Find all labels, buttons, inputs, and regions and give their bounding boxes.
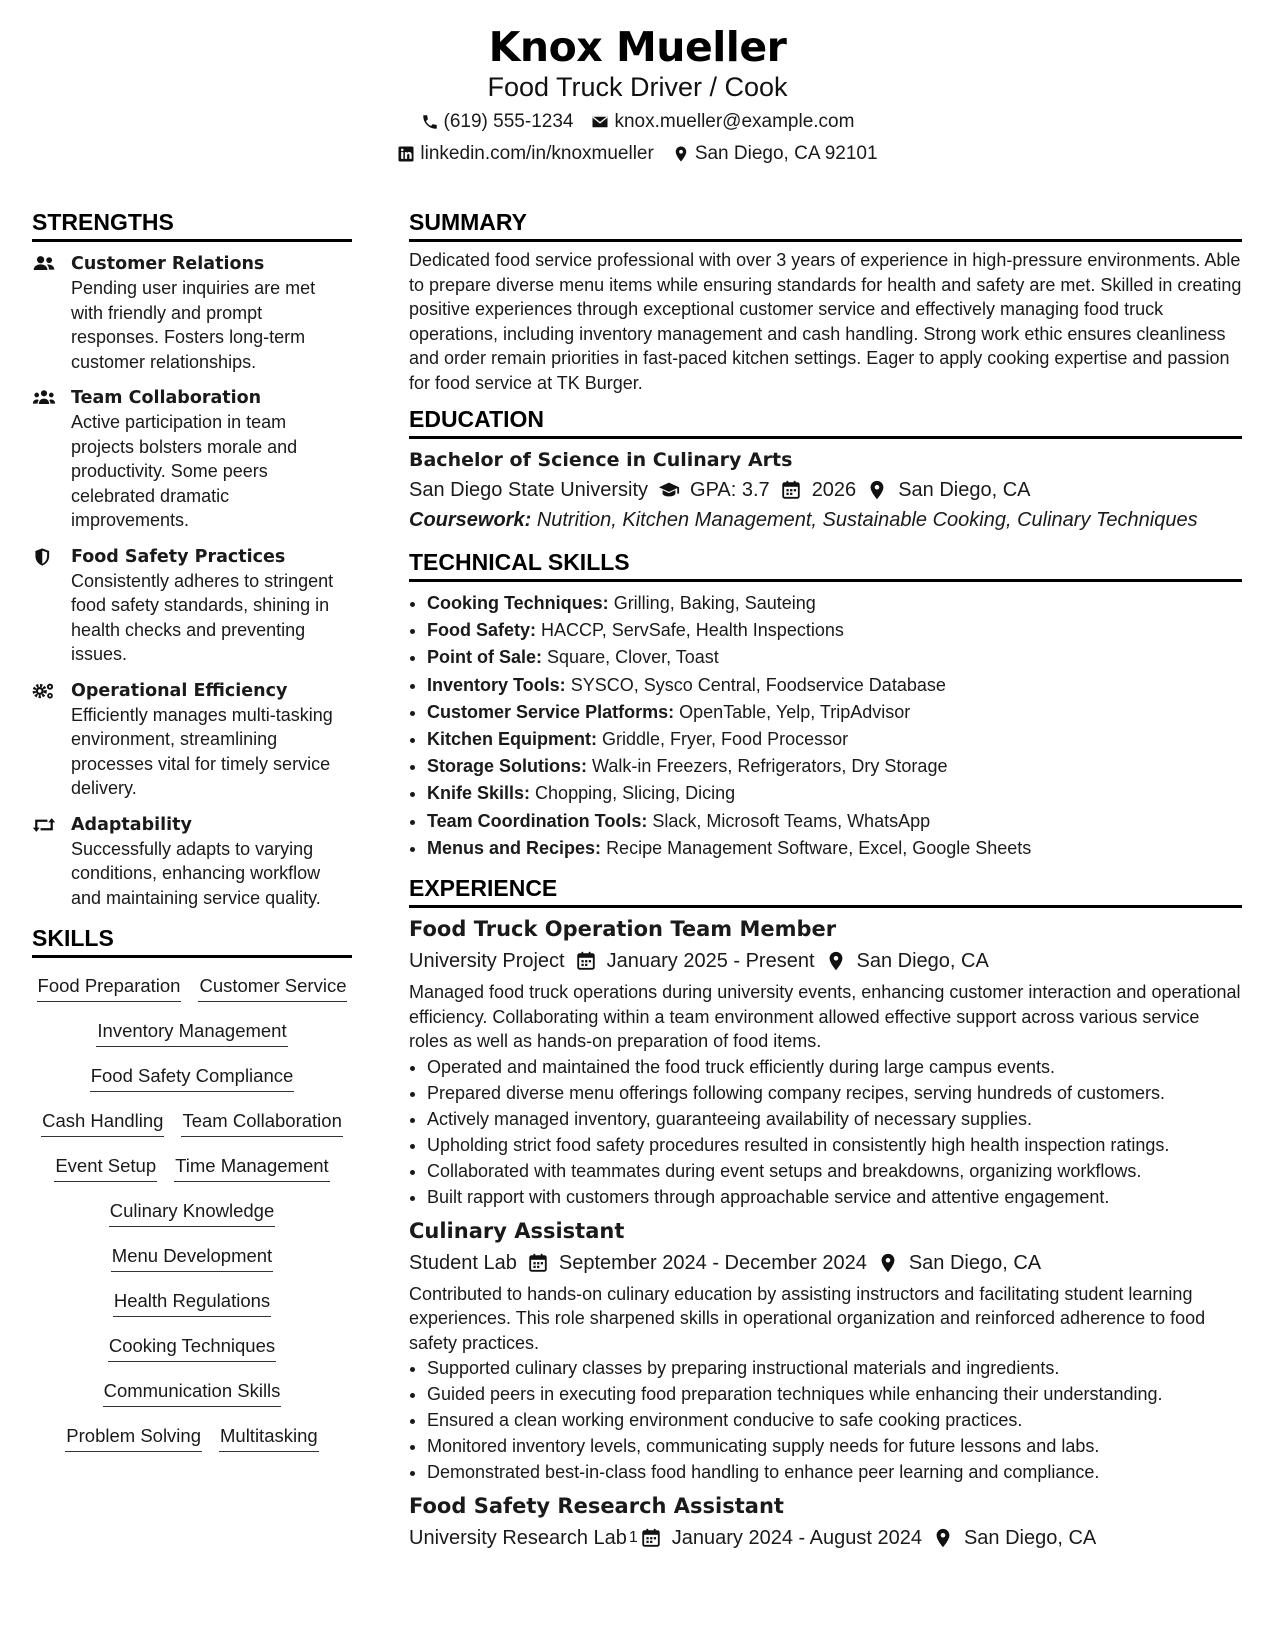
job-title: Food Safety Research Assistant (409, 1494, 784, 1519)
skills-heading: SKILLS (32, 922, 352, 958)
strength-item (32, 813, 352, 911)
candidate-name: Knox Mueller (488, 23, 787, 71)
school-location: San Diego, CA (898, 479, 1031, 501)
linkedin-icon (397, 145, 415, 163)
list-item: • Actively managed inventory, guaranteeing availability of necessary supplies. (427, 1106, 1242, 1132)
skill-value: Recipe Management Software, Excel, Google Sheets (606, 837, 1032, 858)
skill-value: Grilling, Baking, Sauteing (613, 593, 816, 613)
skill-tag: Communication Skills (103, 1379, 282, 1407)
skill-value: SYSCO, Sysco Central, Foodservice Database (570, 674, 946, 695)
degree-title: Bachelor of Science in Culinary Arts (409, 449, 793, 471)
strength-item (32, 386, 352, 533)
candidate-title: Food Truck Driver / Cook (487, 72, 788, 102)
phone-text: (619) 555-1234 (443, 111, 574, 132)
job-title: Food Truck Operation Team Member (409, 917, 837, 942)
summary-heading: SUMMARY (409, 206, 1242, 242)
page-number: 1 (628, 1529, 638, 1547)
job-location: San Diego, CA (856, 950, 989, 973)
skill-label: Inventory Tools: (427, 674, 566, 695)
calendar-icon (780, 479, 802, 501)
job-bullets (409, 1054, 1242, 1210)
skill-label: Point of Sale: (427, 647, 543, 668)
strengths-list (32, 252, 352, 910)
skill-tag: Food Safety Compliance (90, 1064, 295, 1092)
skills-row (32, 974, 352, 1019)
technical-skills-list (409, 590, 1242, 862)
strength-desc: Efficiently manages multi-tasking environment, streamlining processes vital for timely service delivery. (71, 704, 333, 798)
job-location: San Diego, CA (963, 1527, 1097, 1550)
graduation-cap-icon (658, 479, 680, 501)
strength-desc: Pending user inquiries are met with friendly and prompt responses. Fosters long-term customer relationships. (71, 278, 316, 372)
skill-label: Cooking Techniques: (427, 593, 609, 613)
map-marker-icon (672, 145, 690, 163)
skills-row (32, 1109, 352, 1154)
education-meta (409, 476, 1242, 504)
skill-value: Square, Clover, Toast (547, 647, 719, 668)
coursework (409, 506, 1242, 534)
skill-tag: Menu Development (111, 1244, 273, 1272)
skill-value: Walk-in Freezers, Refrigerators, Dry Storage (592, 756, 948, 777)
strength-title: Team Collaboration (71, 388, 262, 408)
job-dates: January 2024 - August 2024 (671, 1527, 922, 1550)
skill-tag: Team Collaboration (181, 1109, 342, 1137)
list-item: • Built rapport with customers through approachable service and attentive engagement. (427, 1184, 1242, 1210)
retweet-icon (32, 815, 56, 835)
skill-value: HACCP, ServSafe, Health Inspections (541, 620, 844, 641)
location-contact (672, 142, 878, 166)
list-item: • Ensured a clean working environment conducive to safe cooking practices. (427, 1407, 1242, 1433)
email-text: knox.mueller@example.com (614, 111, 855, 132)
list-item: • Guided peers in executing food preparation techniques while enhancing their understanding. (427, 1381, 1242, 1407)
list-item (427, 644, 1242, 671)
calendar-icon (640, 1527, 662, 1549)
skills-row (32, 1334, 352, 1379)
experience-entry (409, 1216, 1242, 1486)
users-icon (32, 254, 56, 274)
coursework-label: Coursework: (409, 509, 532, 531)
skill-tag: Cooking Techniques (108, 1334, 276, 1362)
right-column (409, 206, 1242, 1552)
strength-title: Operational Efficiency (71, 680, 288, 701)
skill-value: Chopping, Slicing, Dicing (535, 783, 736, 804)
experience-entry (409, 1491, 1242, 1552)
job-description: Contributed to hands-on culinary education by assisting instructors and facilitating student learning experiences. This role sharpened skills in operational organization and reinforced adherence to food safety practices. (409, 1283, 1206, 1353)
list-item: • Monitored inventory levels, communicating supply needs for future lessons and labs. (427, 1433, 1242, 1459)
skill-tag: Problem Solving (65, 1424, 202, 1452)
skill-label: Food Safety: (427, 620, 537, 641)
job-dates: January 2025 - Present (606, 950, 815, 973)
skill-tag: Customer Service (198, 974, 347, 1002)
list-item (427, 753, 1242, 780)
strength-title: Customer Relations (71, 254, 265, 274)
job-org: University Project (409, 950, 565, 973)
skill-tag: Multitasking (219, 1424, 319, 1452)
job-meta (409, 1249, 1242, 1277)
strength-desc: Consistently adheres to stringent food safety standards, shining in health checks and preventing issues. (71, 570, 334, 664)
school-name: San Diego State University (409, 479, 649, 501)
skill-tag: Inventory Management (96, 1019, 287, 1047)
strength-title: Adaptability (71, 814, 192, 835)
job-bullets (409, 1355, 1242, 1485)
job-location: San Diego, CA (908, 1251, 1042, 1274)
skills-tags (32, 974, 352, 1469)
skills-row (32, 1289, 352, 1334)
calendar-icon (575, 950, 597, 972)
list-item (427, 672, 1242, 699)
skills-row (32, 1424, 352, 1469)
skill-tag: Health Regulations (113, 1289, 271, 1317)
list-item (427, 835, 1242, 862)
skills-row (32, 1064, 352, 1109)
map-marker-icon (877, 1252, 899, 1274)
experience-entry (409, 914, 1242, 1210)
list-item: • Operated and maintained the food truck efficiently during large campus events. (427, 1054, 1242, 1080)
location-text: San Diego, CA 92101 (694, 143, 878, 164)
grad-year: 2026 (811, 479, 857, 501)
skill-tag: Event Setup (54, 1154, 157, 1182)
calendar-icon (527, 1252, 549, 1274)
skill-value: OpenTable, Yelp, TripAdvisor (679, 701, 911, 722)
job-meta (409, 947, 1242, 975)
skills-row (32, 1379, 352, 1424)
contact-row-2 (0, 142, 1275, 166)
resume-header (0, 22, 1275, 166)
strength-item (32, 252, 352, 374)
list-item (427, 617, 1242, 644)
linkedin-text: linkedin.com/in/knoxmueller (420, 143, 654, 164)
skill-value: Slack, Microsoft Teams, WhatsApp (652, 810, 931, 831)
list-item (427, 726, 1242, 753)
skill-tag: Cash Handling (41, 1109, 164, 1137)
coursework-list: Nutrition, Kitchen Management, Sustainable Cooking, Culinary Techniques (536, 509, 1198, 531)
phone-icon (421, 113, 439, 131)
summary-text: Dedicated food service professional with over 3 years of experience in high-pressure environments. Able to prepare diverse menu items while ensuring standards for health and safety are met. Skilled in creating positive experiences through exceptional customer service and effectively managing food truck operations, including inventory management and cash handling. Strong work ethic ensures cleanliness and order remain priorities in fast-paced kitchen settings. Eager to apply cooking expertise and passion for food service at TK Burger. (409, 250, 1242, 393)
list-item: • Collaborated with teammates during event setups and breakdowns, organizing workflows. (427, 1158, 1242, 1184)
education-heading: EDUCATION (409, 403, 1242, 439)
list-item: • Upholding strict food safety procedures resulted in consistently high health inspection ratings. (427, 1132, 1242, 1158)
gpa-text: GPA: 3.7 (690, 479, 770, 501)
skills-row (32, 1154, 352, 1199)
phone-contact[interactable] (421, 110, 574, 134)
contact-row-1 (0, 110, 1275, 134)
list-item (427, 808, 1242, 835)
skill-value: Griddle, Fryer, Food Processor (602, 729, 849, 750)
envelope-icon (591, 113, 609, 131)
list-item: • Demonstrated best-in-class food handling to enhance peer learning and compliance. (427, 1459, 1242, 1485)
job-title: Culinary Assistant (409, 1218, 625, 1243)
list-item: • Supported culinary classes by preparing instructional materials and ingredients. (427, 1355, 1242, 1381)
skill-tag: Culinary Knowledge (109, 1199, 276, 1227)
skill-label: Customer Service Platforms: (427, 701, 675, 722)
gears-icon (32, 681, 56, 701)
strength-item (32, 545, 352, 667)
job-org: University Research Lab (409, 1527, 627, 1550)
list-item (427, 590, 1242, 617)
list-item (427, 699, 1242, 726)
skill-label: Team Coordination Tools: (427, 810, 648, 831)
skill-tag: Time Management (174, 1154, 330, 1182)
strengths-heading: STRENGTHS (32, 206, 352, 242)
skill-label: Menus and Recipes: (427, 837, 602, 858)
job-meta (409, 1524, 1242, 1552)
map-marker-icon (866, 479, 888, 501)
strength-desc: Successfully adapts to varying conditions, enhancing workflow and maintaining service quality. (71, 838, 321, 908)
skill-label: Storage Solutions: (427, 756, 588, 777)
list-item: • Prepared diverse menu offerings following company recipes, serving hundreds of customers. (427, 1080, 1242, 1106)
strength-item (32, 679, 352, 801)
experience-heading: EXPERIENCE (409, 872, 1242, 908)
linkedin-contact[interactable] (397, 142, 653, 166)
skill-tag: Food Preparation (37, 974, 182, 1002)
list-item (427, 780, 1242, 807)
skill-label: Knife Skills: (427, 783, 531, 804)
map-marker-icon (825, 950, 847, 972)
skills-row (32, 1244, 352, 1289)
strength-title: Food Safety Practices (71, 546, 286, 567)
map-marker-icon (932, 1527, 954, 1549)
shield-icon (32, 547, 56, 567)
skills-row (32, 1199, 352, 1244)
technical-skills-heading: TECHNICAL SKILLS (409, 546, 1242, 582)
job-description: Managed food truck operations during university events, enhancing customer interaction and operational efficiency. Collaborating within a team environment allowed effective support across various service roles as well as hands-on preparation of food items. (409, 982, 1241, 1052)
skill-label: Kitchen Equipment: (427, 729, 597, 750)
skills-row (32, 1019, 352, 1064)
left-column (32, 206, 352, 1469)
team-icon (32, 388, 56, 408)
job-org: Student Lab (409, 1251, 517, 1274)
job-dates: September 2024 - December 2024 (558, 1251, 867, 1274)
email-contact[interactable] (591, 110, 854, 134)
strength-desc: Active participation in team projects bolsters morale and productivity. Some peers celebrated dramatic improvements. (71, 412, 298, 530)
